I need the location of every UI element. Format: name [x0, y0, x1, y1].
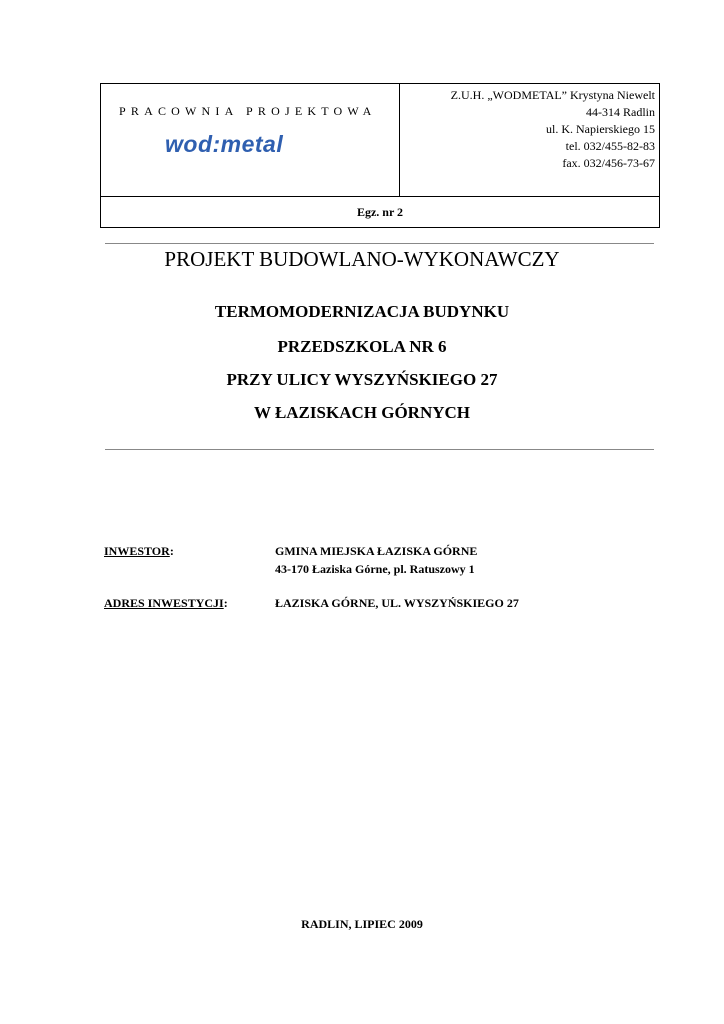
subtitle-line-4: W ŁAZISKACH GÓRNYCH	[254, 403, 470, 422]
subtitle-line-3: PRZY ULICY WYSZYŃSKIEGO 27	[226, 370, 498, 389]
investor-address: 43-170 Łaziska Górne, pl. Ratuszowy 1	[275, 562, 475, 576]
studio-label: PRACOWNIA PROJEKTOWA	[119, 104, 377, 118]
investor-label-text: INWESTOR	[104, 544, 170, 558]
studio-cell	[101, 84, 400, 196]
subtitle-line-2: PRZEDSZKOLA NR 6	[277, 337, 447, 356]
address-label-text: ADRES INWESTYCJI	[104, 596, 224, 610]
company-info	[451, 87, 655, 172]
address-label-colon: :	[223, 596, 228, 610]
company-fax: fax. 032/456-73-67	[562, 156, 655, 170]
company-phone: tel. 032/455-82-83	[565, 139, 655, 153]
company-street: ul. K. Napierskiego 15	[546, 122, 655, 136]
copy-number: Egz. nr 2	[101, 196, 659, 227]
address-value: ŁAZISKA GÓRNE, UL. WYSZYŃSKIEGO 27	[275, 596, 519, 610]
investor-label-colon: :	[169, 544, 174, 558]
investor-label	[104, 544, 174, 559]
subtitle-line-1: TERMOMODERNIZACJA BUDYNKU	[214, 302, 510, 321]
divider-top	[105, 243, 654, 244]
investor-name: GMINA MIEJSKA ŁAZISKA GÓRNE	[275, 544, 478, 558]
company-postal: 44-314 Radlin	[586, 105, 655, 119]
company-cell	[400, 84, 659, 196]
wodmetal-logo: wod:metal	[165, 131, 284, 157]
place-date: RADLIN, LIPIEC 2009	[301, 917, 423, 931]
investor-value	[275, 542, 477, 578]
divider-bottom	[105, 449, 654, 450]
company-name: Z.U.H. „WODMETAL” Krystyna Niewelt	[450, 88, 655, 102]
header-table	[100, 83, 660, 228]
document-title: PROJEKT BUDOWLANO-WYKONAWCZY	[164, 247, 560, 271]
address-label	[104, 596, 228, 611]
